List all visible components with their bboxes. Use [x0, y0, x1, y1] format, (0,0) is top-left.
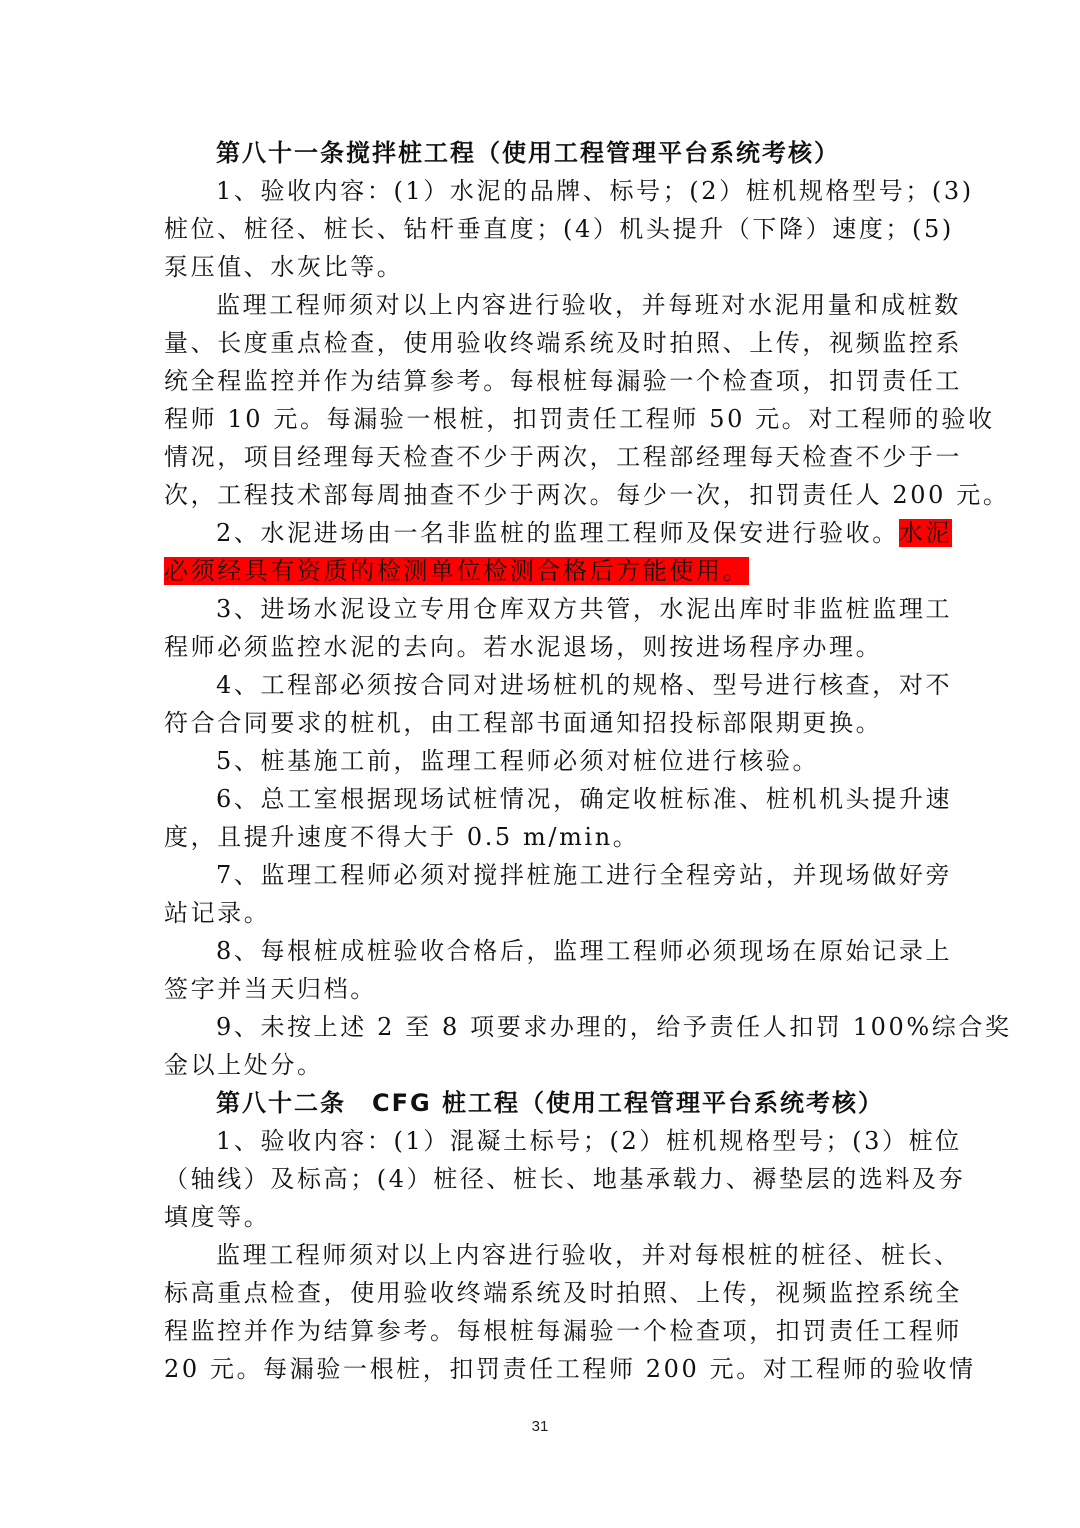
paragraph-line: 1、验收内容：(1）水泥的品牌、标号；(2）桩机规格型号；(3)	[216, 177, 974, 205]
paragraph-line: 8、每根桩成桩验收合格后，监理工程师必须现场在原始记录上	[216, 937, 953, 965]
paragraph-line	[164, 552, 916, 590]
document-page	[164, 134, 1012, 1388]
paragraph-line: 统全程监控并作为结算参考。每根桩每漏验一个检查项，扣罚责任工	[164, 367, 962, 395]
article-82-title: 第八十二条 CFG 桩工程（使用工程管理平台系统考核）	[216, 1089, 885, 1117]
paragraph-line: 4、工程部必须按合同对进场桩机的规格、型号进行核查，对不	[216, 671, 953, 699]
paragraph-line: 签字并当天归档。	[164, 975, 377, 1003]
paragraph-line: 3、进场水泥设立专用仓库双方共管，水泥出库时非监桩监理工	[216, 595, 953, 623]
paragraph-line: 监理工程师须对以上内容进行验收，并每班对水泥用量和成桩数	[216, 291, 961, 319]
highlighted-text: 必须经具有资质的检测单位检测合格后方能使用。	[164, 557, 750, 585]
highlighted-text: 水泥	[898, 519, 953, 547]
paragraph-line: 程师 10 元。每漏验一根桩，扣罚责任工程师 50 元。对工程师的验收	[164, 405, 995, 433]
paragraph-line: 程师必须监控水泥的去向。若水泥退场，则按进场程序办理。	[164, 633, 883, 661]
paragraph-line: 程监控并作为结算参考。每根桩每漏验一个检查项，扣罚责任工程师	[164, 1317, 962, 1345]
paragraph-line	[164, 514, 953, 552]
paragraph-text: 2、水泥进场由一名非监桩的监理工程师及保安进行验收。	[216, 519, 899, 547]
paragraph-line: 金以上处分。	[164, 1051, 324, 1079]
paragraph-line: 5、桩基施工前，监理工程师必须对桩位进行核验。	[216, 747, 820, 775]
paragraph-line: 度，且提升速度不得大于 0.5 m/min。	[164, 823, 640, 851]
paragraph-line: 标高重点检查，使用验收终端系统及时拍照、上传，视频监控系统全	[164, 1279, 962, 1307]
paragraph-line: 监理工程师须对以上内容进行验收，并对每根桩的桩径、桩长、	[216, 1241, 961, 1269]
paragraph-line: 符合合同要求的桩机，由工程部书面通知招投标部限期更换。	[164, 709, 883, 737]
article-81-title: 第八十一条搅拌桩工程（使用工程管理平台系统考核）	[216, 139, 840, 167]
paragraph-line: 6、总工室根据现场试桩情况，确定收桩标准、桩机机头提升速	[216, 785, 953, 813]
paragraph-line: 泵压值、水灰比等。	[164, 253, 404, 281]
paragraph-line: 桩位、桩径、桩长、钻杆垂直度；(4）机头提升（下降）速度；(5)	[164, 215, 954, 243]
paragraph-line: （轴线）及标高；(4）桩径、桩长、地基承载力、褥垫层的选料及夯	[164, 1165, 966, 1193]
paragraph-line: 情况，项目经理每天检查不少于两次，工程部经理每天检查不少于一	[164, 443, 962, 471]
paragraph-line: 站记录。	[164, 899, 271, 927]
paragraph-line: 9、未按上述 2 至 8 项要求办理的，给予责任人扣罚 100%综合奖	[216, 1013, 1012, 1041]
paragraph-line: 次，工程技术部每周抽查不少于两次。每少一次，扣罚责任人 200 元。	[164, 481, 1010, 509]
paragraph-line: 7、监理工程师必须对搅拌桩施工进行全程旁站，并现场做好旁	[216, 861, 953, 889]
page-number: 31	[531, 1418, 549, 1435]
paragraph-line: 20 元。每漏验一根桩，扣罚责任工程师 200 元。对工程师的验收情	[164, 1355, 976, 1383]
paragraph-line: 量、长度重点检查，使用验收终端系统及时拍照、上传，视频监控系	[164, 329, 962, 357]
paragraph-line: 1、验收内容：(1）混凝土标号；(2）桩机规格型号；(3）桩位	[216, 1127, 962, 1155]
paragraph-line: 填度等。	[164, 1203, 271, 1231]
